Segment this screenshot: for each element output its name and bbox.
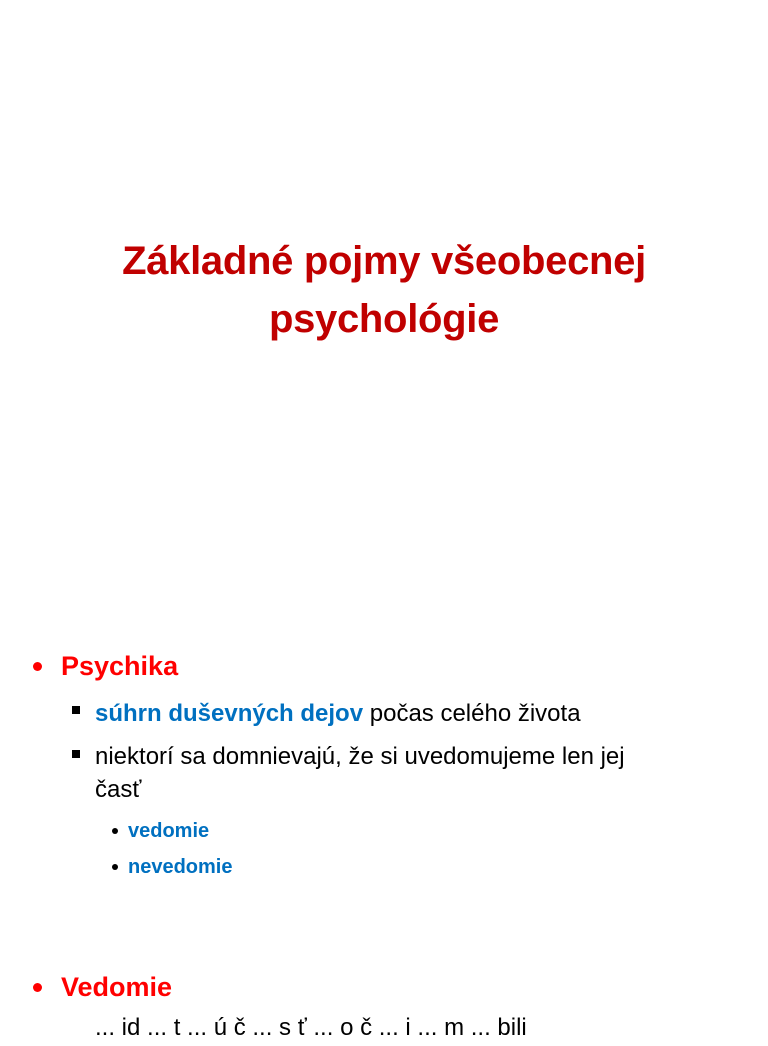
- sub-item-nevedomie: nevedomie: [128, 856, 233, 878]
- bullet-dot-icon: [33, 983, 42, 992]
- section-heading-psychika: Psychika: [61, 651, 179, 681]
- slide-title-line-2: psychológie: [268, 297, 500, 341]
- list-item-suhrn: [95, 696, 581, 732]
- list-item-niektori-line-1: niektorí sa domnievajú, že si uvedomujeme len jej: [95, 743, 625, 770]
- bullet-dot-icon: [112, 864, 118, 870]
- slide-title: [0, 232, 768, 348]
- list-item-niektori-line-2: časť: [95, 776, 142, 803]
- sub-item-vedomie: vedomie: [128, 820, 210, 842]
- bullet-dot-icon: [112, 828, 118, 834]
- slide-title-line-1: Základné pojmy všeobecnej: [122, 239, 646, 283]
- section-heading-vedomie: Vedomie: [61, 972, 173, 1002]
- bullet-dot-icon: [33, 662, 42, 671]
- bullet-square-icon: [72, 750, 80, 758]
- bullet-square-icon: [72, 706, 80, 714]
- highlight-suhrn: súhrn duševných dejov: [95, 700, 364, 727]
- list-item-suhrn-text: počas celého života: [363, 700, 581, 727]
- partial-line-cutoff: ... id ... t ... ú č ... s ť ... o č ... i ... m ... bili: [95, 1014, 527, 1041]
